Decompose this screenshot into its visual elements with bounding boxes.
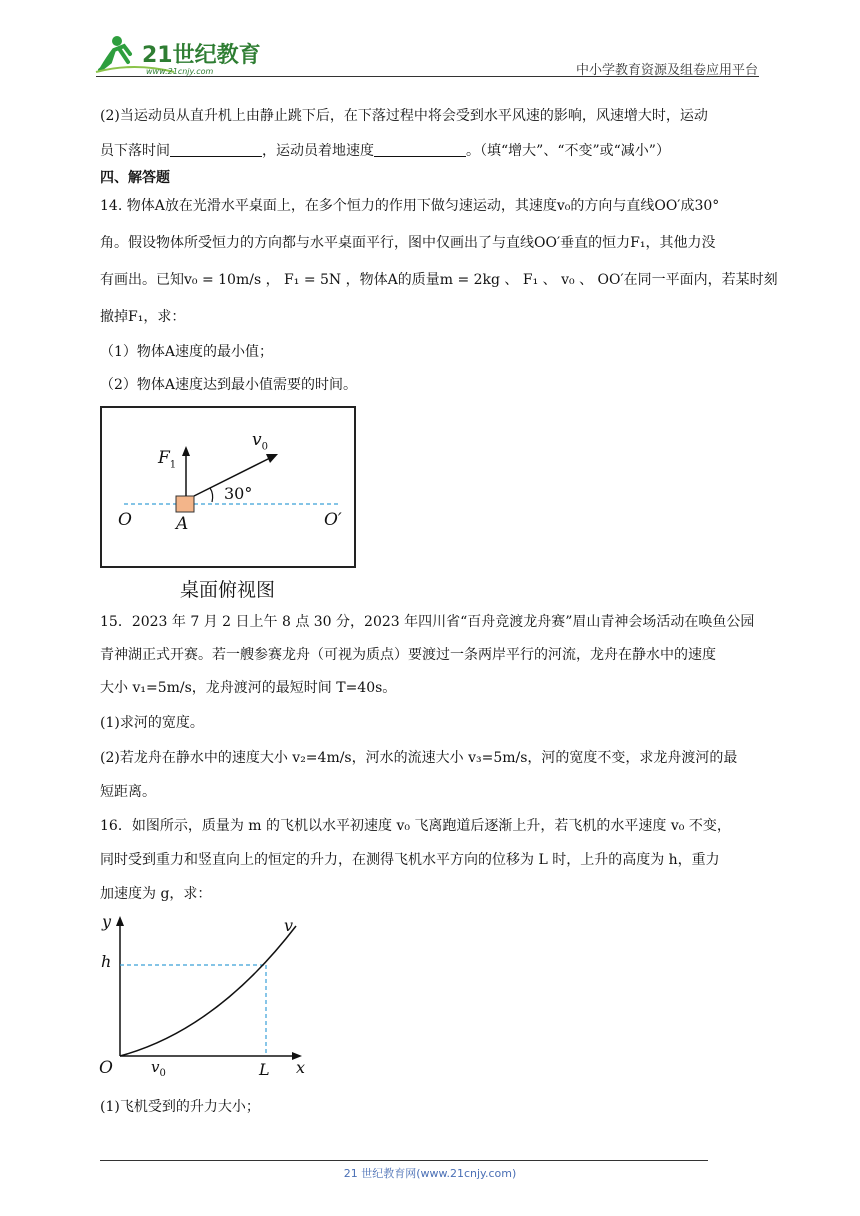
- q15-sub2-line1: (2)若龙舟在静水中的速度大小 v₂=4m/s，河水的流速大小 v₃=5m/s，河的宽度不变，求龙舟渡河的最: [100, 750, 738, 766]
- q14-sub2: （2）物体A速度达到最小值需要的时间。: [100, 377, 358, 393]
- q14-line4: 撤掉F₁，求：: [100, 309, 186, 325]
- q15-line1: 15．2023 年 7 月 2 日上午 8 点 30 分，2023 年四川省“百舟竞渡龙舟赛”眉山青神会场活动在唤鱼公园: [100, 614, 755, 630]
- label-a: A: [176, 514, 189, 534]
- q13-part2-line1: (2)当运动员从直升机上由静止跳下后，在下落过程中将会受到水平风速的影响，风速增大时，运动: [100, 108, 708, 124]
- q14-line1: 14. 物体A放在光滑水平桌面上，在多个恒力的作用下做匀速运动，其速度v₀的方向与直线OO′成30°: [100, 198, 720, 214]
- q16-line2: 同时受到重力和竖直向上的恒定的升力，在测得飞机水平方向的位移为 L 时，上升的高度为 h，重力: [100, 852, 720, 868]
- logo-text: 21世纪教育: [142, 43, 261, 68]
- q16-sub1: (1)飞机受到的升力大小；: [100, 1099, 260, 1115]
- label-v0: $v_0$: [252, 430, 268, 453]
- label-f1: $F_1$: [158, 448, 177, 471]
- answer-blank-time[interactable]: [170, 141, 262, 157]
- label-angle: 30°: [224, 484, 253, 503]
- logo-url: www.21cnjy.com: [146, 67, 214, 76]
- figure-16-graph: [96, 910, 318, 1088]
- platform-name: 中小学教育资源及组卷应用平台: [575, 63, 758, 78]
- label-l: L: [259, 1060, 270, 1079]
- q16-line1: 16．如图所示，质量为 m 的飞机以水平初速度 v₀ 飞离跑道后逐渐上升，若飞机的水平速度 v₀ 不变，: [100, 818, 731, 834]
- q15-line2: 青神湖正式开赛。若一艘参赛龙舟（可视为质点）要渡过一条两岸平行的河流，龙舟在静水中的速度: [100, 647, 716, 663]
- header-divider: [96, 76, 759, 77]
- label-x: x: [296, 1058, 306, 1077]
- q15-sub1: (1)求河的宽度。: [100, 715, 204, 731]
- label-v: v: [284, 916, 294, 935]
- footer-divider: [100, 1160, 708, 1161]
- answer-blank-speed[interactable]: [374, 141, 466, 157]
- label-o-prime: O′: [324, 510, 342, 530]
- logo-runner-head-icon: [112, 36, 122, 46]
- label-h: h: [101, 952, 112, 971]
- q15-sub2-line2: 短距离。: [100, 784, 156, 800]
- label-v0: $v_0$: [151, 1058, 166, 1079]
- q15-line3: 大小 v₁=5m/s，龙舟渡河的最短时间 T=40s。: [100, 680, 397, 696]
- footer-link[interactable]: 21 世纪教育网(www.21cnjy.com): [343, 1167, 517, 1180]
- q16-line3: 加速度为 g，求：: [100, 886, 212, 902]
- label-y: y: [102, 912, 112, 931]
- logo: [94, 32, 266, 76]
- block-a: [176, 496, 194, 512]
- figure-14-frame: [100, 406, 356, 568]
- q14-line2: 角。假设物体所受恒力的方向都与水平桌面平行，图中仅画出了与直线OO′垂直的恒力F₁，其他力没: [100, 235, 716, 251]
- q13-part2-line2: 员下落时间 ，运动员着地速度 。（填“增大”、“不变”或“减小”）: [100, 143, 670, 159]
- section-title: 四、解答题: [100, 170, 170, 186]
- angle-arc: [210, 488, 213, 502]
- q14-sub1: （1）物体A速度的最小值；: [100, 344, 274, 360]
- trajectory-curve: [120, 926, 296, 1056]
- figure-14-caption: 桌面俯视图: [180, 579, 276, 601]
- label-o: O: [118, 510, 132, 530]
- q14-line3: 有画出。已知v₀ = 10m/s ， F₁ = 5N ，物体A的质量m = 2kg 、 F₁ 、 v₀ 、 OO′在同一平面内，若某时刻: [100, 272, 778, 288]
- label-origin: O: [99, 1058, 113, 1078]
